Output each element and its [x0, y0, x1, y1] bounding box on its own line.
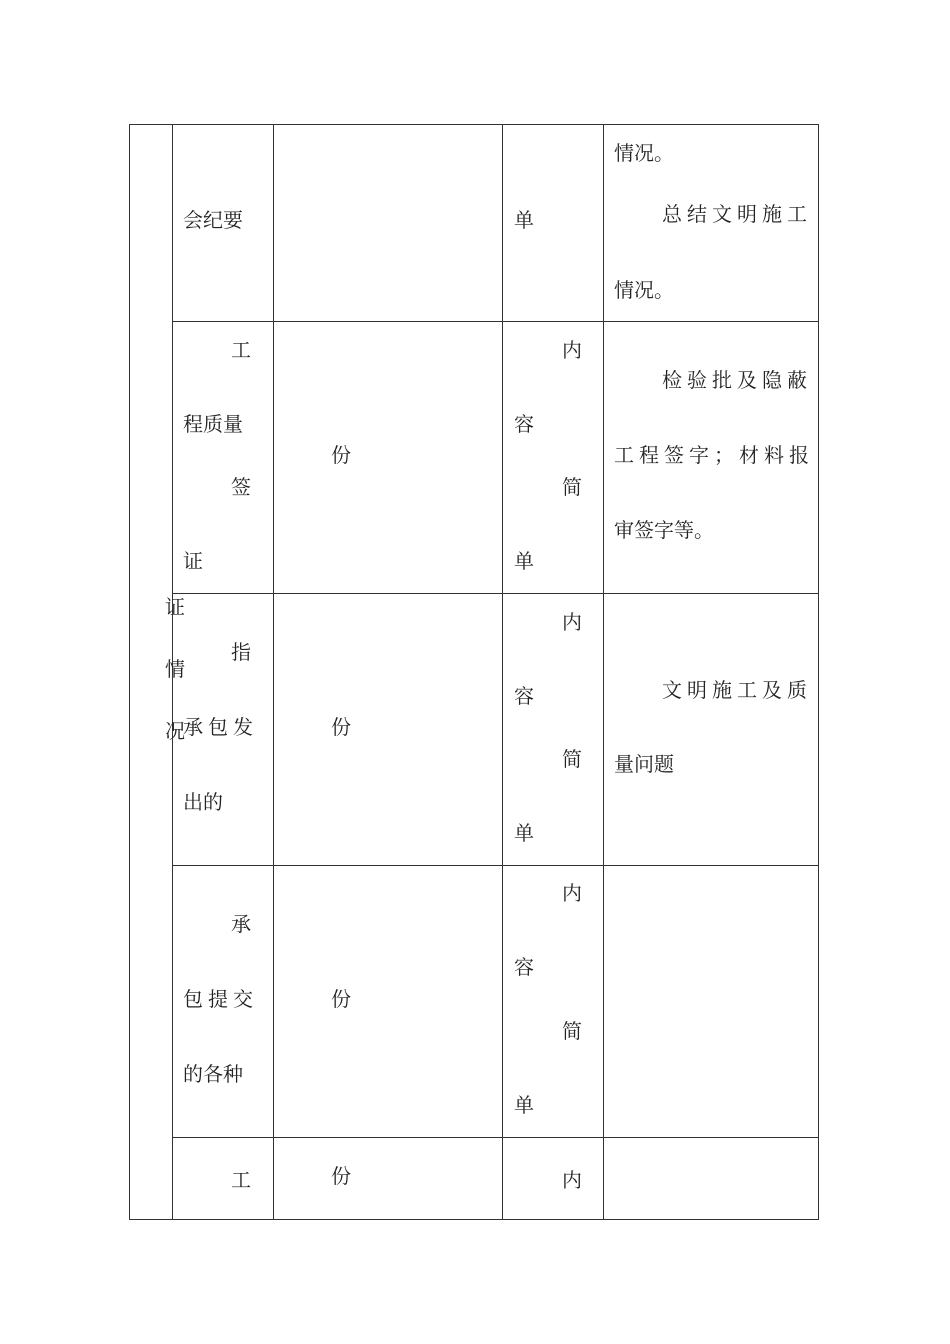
side-label-char: 况	[165, 719, 185, 743]
row2-col3-line: 简	[562, 747, 582, 771]
row3-col1-line: 的各种	[183, 1062, 243, 1086]
row3-col3-line: 单	[514, 1093, 534, 1117]
row4-col3-line: 内	[562, 1168, 582, 1192]
row1-col4-line: 工程签字；材料报	[614, 443, 814, 467]
row1-col1-line: 证	[183, 549, 203, 573]
row2-col1-line: 出的	[183, 790, 223, 814]
row0-col3-line: 单	[514, 208, 534, 232]
table-frame	[129, 124, 819, 1220]
row2-col3-line: 容	[514, 684, 534, 708]
row0-col4-line: 总结文明施工	[662, 202, 812, 226]
column-divider	[273, 124, 274, 1220]
row2-col4-line: 量问题	[614, 752, 674, 776]
column-divider	[502, 124, 503, 1220]
row0-col4-line: 情况。	[614, 141, 674, 165]
column-divider	[603, 124, 604, 1220]
row1-col2-value: 份	[331, 443, 351, 467]
row1-col3-line: 简	[562, 475, 582, 499]
row3-col2-value: 份	[331, 987, 351, 1011]
row3-col3-line: 简	[562, 1019, 582, 1043]
row-divider	[172, 1137, 819, 1138]
row-divider	[172, 593, 819, 594]
row1-col1-line: 签	[231, 475, 251, 499]
row4-col2-value: 份	[331, 1164, 351, 1188]
row2-col4-line: 文明施工及质	[662, 678, 812, 702]
row3-col1-line: 包提交	[183, 987, 258, 1011]
row3-col3-line: 容	[514, 955, 534, 979]
row2-col3-line: 内	[562, 610, 582, 634]
row-divider	[172, 865, 819, 866]
row1-col4-line: 审签字等。	[614, 518, 714, 542]
row2-col1-line: 指	[231, 640, 251, 664]
row1-col1-line: 工	[231, 338, 251, 362]
side-label-char: 情	[165, 657, 185, 681]
row1-col1-line: 程质量	[183, 412, 243, 436]
row1-col3-line: 单	[514, 549, 534, 573]
row2-col2-value: 份	[331, 715, 351, 739]
side-label-char: 证	[165, 595, 185, 619]
row1-col3-line: 内	[562, 338, 582, 362]
row1-col4-line: 检验批及隐蔽	[662, 368, 812, 392]
row3-col3-line: 内	[562, 881, 582, 905]
row2-col3-line: 单	[514, 821, 534, 845]
row4-col1-line: 工	[231, 1168, 251, 1192]
row3-col1-line: 承	[231, 912, 251, 936]
row1-col3-line: 容	[514, 412, 534, 436]
row0-col1-line: 会纪要	[183, 208, 243, 232]
row2-col1-line: 承包发	[183, 715, 258, 739]
row0-col4-line: 情况。	[614, 278, 674, 302]
row-divider	[172, 321, 819, 322]
